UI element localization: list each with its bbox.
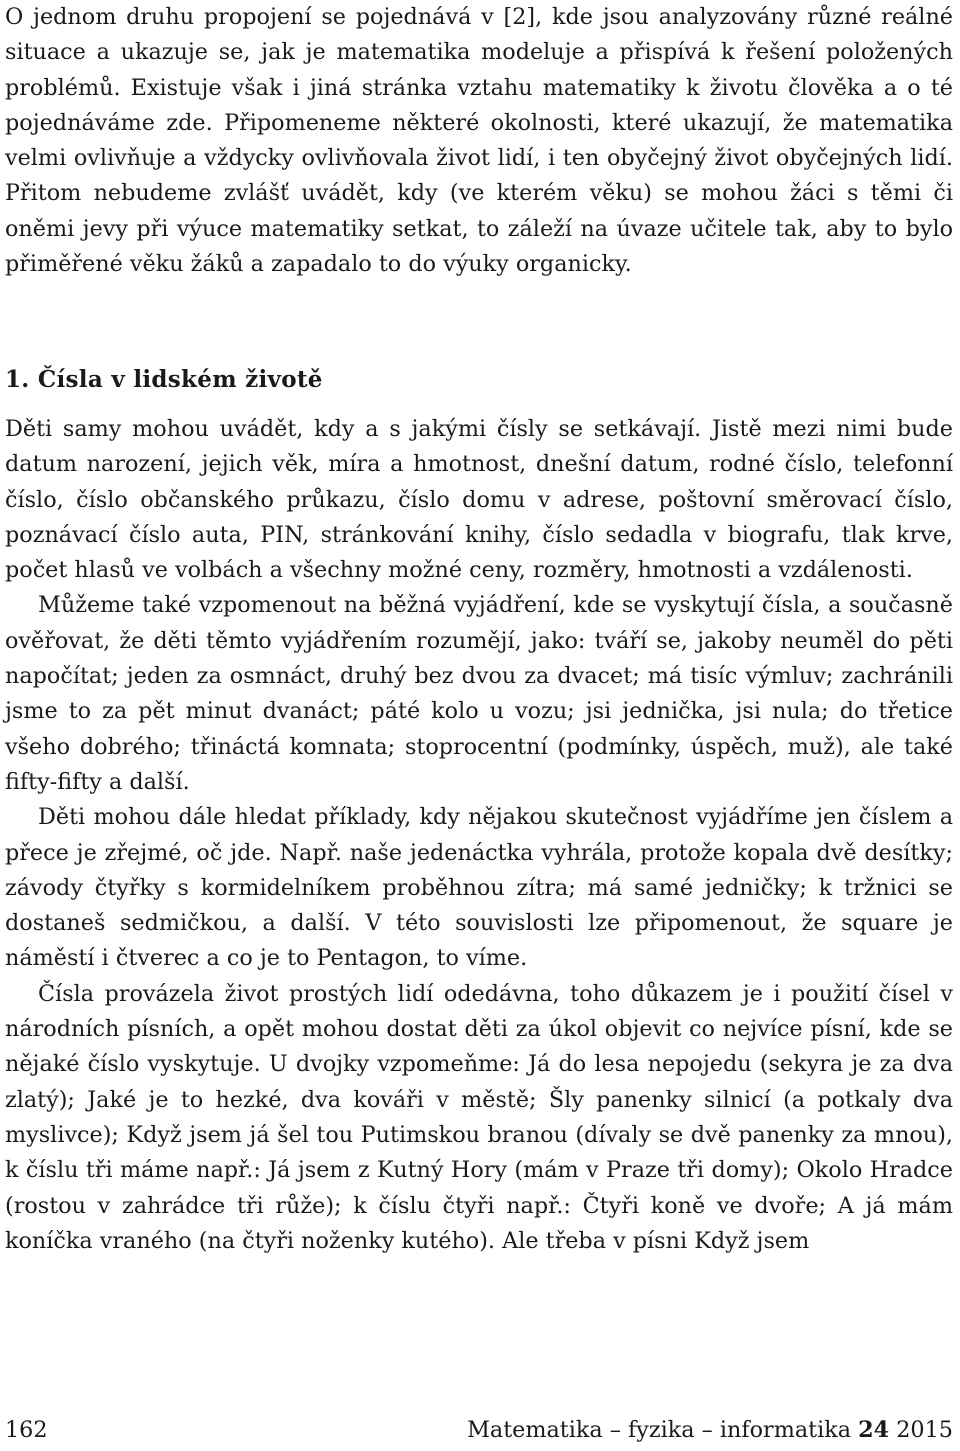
body-paragraph: Děti samy mohou uvádět, kdy a s jakými čísly se setkávají. Jistě mezi nimi bude datum narození, jejich věk, míra a hmotnost, dnešní datum, rodné číslo, telefonní číslo, číslo občanského průkazu, číslo domu v adrese, poštovní směrovací číslo, poznávací číslo auta, PIN, stránkování knihy, číslo sedadla v biografu, tlak krve, počet hlasů ve volbách a všechny možné ceny, rozměry, hmotnosti a vzdálenosti. (5, 416, 953, 584)
body-paragraph: Čísla provázela život prostých lidí odedávna, toho důkazem je i použití čísel v národních písních, a opět mohou dostat děti za úkol objevit co nejvíce písní, kde se nějaké číslo vyskytuje. U dvojky vzpomeňme: Já do lesa nepojedu (sekyra je za dva zlatý); Jaké je to hezké, dva kováři v městě; Šly panenky silnicí (a potkaly dva myslivce); Když jsem já šel tou Putimskou branou (dívaly se dvě panenky za mnou), k číslu tři máme např.: Já jsem z Kutný Hory (mám v Praze tři domy); Okolo Hradce (rostou v zahrádce tři růže); k číslu čtyři např.: Čtyři koně ve dvoře; A já mám koníčka vraného (na čtyři noženky kutého). Ale třeba v písni Když jsem (5, 980, 953, 1254)
intro-paragraph: O jednom druhu propojení se pojednává v [2], kde jsou analyzovány různé reálné situace a ukazuje se, jak je matematika modeluje a přispívá k řešení položených problémů. Existuje však i jiná stránka vztahu matematiky k životu člověka a o té pojednáváme zde. Připomeneme některé okolnosti, které ukazují, že matematika velmi ovlivňuje a vždycky ovlivňovala život lidí, i ten obyčejný život obyčejných lidí. Přitom nebudeme zvlášť uvádět, kdy (ve kterém věku) se mohou žáci s těmi či oněmi jevy při výuce matematiky setkat, to záleží na úvaze učitele tak, aby to bylo přiměřené věku žáků a zapadalo to do výuky organicky. (5, 4, 953, 278)
section-heading: 1. Čísla v lidském životě (5, 366, 323, 393)
body-paragraph: Děti mohou dále hledat příklady, kdy nějakou skutečnost vyjádříme jen číslem a přece je zřejmé, oč jde. Např. naše jedenáctka vyhrála, protože kopala dvě desítky; závody čtyřky s kormidelníkem proběhnou zítra; má samé jedničky; k tržnici se dostaneš sedmičkou, a další. V této souvislosti lze připomenout, že square je náměstí i čtverec a co je to Pentagon, to víme. (5, 804, 953, 972)
section-body (5, 412, 953, 1259)
journal-year: 2015 (896, 1417, 953, 1443)
journal-reference (467, 1414, 953, 1446)
journal-volume: 24 (858, 1417, 890, 1443)
page-number: 162 (5, 1417, 48, 1443)
journal-name: Matematika – fyzika – informatika (467, 1417, 852, 1443)
body-paragraph: Můžeme také vzpomenout na běžná vyjádření, kde se vyskytují čísla, a současně ověřovat, že děti těmto vyjádřením rozumějí, jako: tváří se, jakoby neuměl do pěti napočítat; jeden za osmnáct, druhý bez dvou za dvacet; má tisíc výmluv; zachránili jsme to za pět minut dvanáct; páté kolo u vozu; jsi jednička, jsi nula; do třetice všeho dobrého; třináctá komnata; stoprocentní (podmínky, úspěch, muž), ale také fifty-fifty a další. (5, 592, 953, 795)
page-footer (5, 1414, 953, 1446)
